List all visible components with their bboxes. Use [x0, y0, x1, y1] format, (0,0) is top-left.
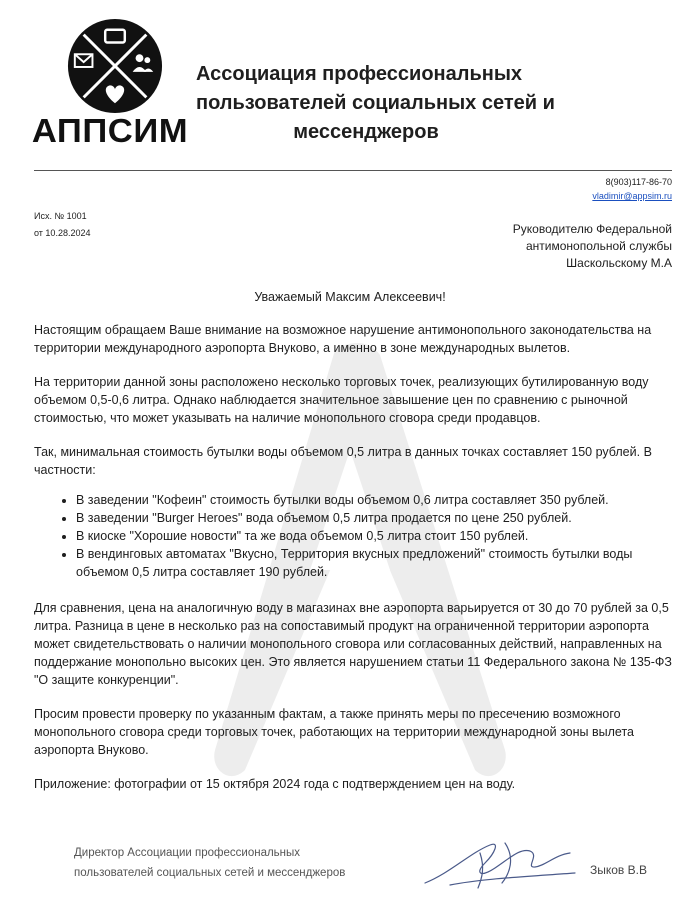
list-item: • В заведении "Кофеин" стоимость бутылки воды объемом 0,6 литра составляет 350 рублей.	[76, 491, 674, 509]
greeting: Уважаемый Максим Алексеевич!	[254, 290, 446, 304]
outgoing-reference	[34, 208, 90, 242]
price-list	[34, 491, 674, 581]
paragraph-5: Просим провести проверку по указанным фактам, а также принять меры по пресечению возможного монопольного сговора среди торговых точек, работающих на территории международной зоны вылета аэропорта Внуково.	[34, 707, 634, 757]
paragraph-2: На территории данной зоны расположено несколько торговых точек, реализующих бутилированную воду объемом 0,5-0,6 литра. Однако наблюдается значительное завышение цен по сравнению с рыночной стоимостью, что может указывать на наличие монопольного сговора среди продавцов.	[34, 375, 649, 425]
logo-wordmark: АППСИМ	[31, 112, 189, 149]
addressee-line3: Шаскольскому М.А	[566, 256, 672, 270]
handwritten-signature	[420, 833, 580, 893]
paragraph-4: Для сравнения, цена на аналогичную воду в магазинах вне аэропорта варьируется от 30 до 70 рублей за 0,5 литра. Разница в цене в несколько раз на сопоставимый продукт на ограниченной территории аэропорта может свидетельствовать о наличии монопольного сговора или согласованных действий, направленных на поддержание монопольно высоких цен. Это является нарушением статьи 11 Федерального закона № 135-ФЗ "О защите конкуренции".	[34, 601, 672, 687]
paragraph-3: Так, минимальная стоимость бутылки воды объемом 0,5 литра в данных точках составляет 150 рублей. В частности:	[34, 445, 652, 477]
letter-body	[34, 321, 674, 809]
signatory-title-line1: Директор Ассоциации профессиональных	[74, 847, 301, 859]
contact-info	[592, 175, 672, 203]
addressee-line1: Руководителю Федеральной	[512, 222, 672, 236]
addressee-line2: антимонопольной службы	[525, 239, 672, 253]
logo-emblem	[66, 17, 164, 115]
list-item: • В заведении "Burger Heroes" вода объемом 0,5 литра продается по цене 250 рублей.	[76, 509, 674, 527]
organization-title	[196, 60, 616, 147]
outgoing-number: Исх. № 1001	[34, 211, 87, 221]
addressee-block	[513, 221, 672, 272]
signer-name: Зыков В.В	[590, 863, 647, 877]
contact-email-link[interactable]: vladimir@appsim.ru	[592, 191, 672, 201]
paragraph-6: Приложение: фотографии от 15 октября 2024 года с подтверждением цен на воду.	[34, 777, 516, 791]
signatory-title-line2: пользователей социальных сетей и мессенджеров	[74, 867, 346, 879]
org-title-line3: мессенджеров	[293, 121, 439, 143]
org-title-line1: Ассоциация профессиональных	[196, 63, 523, 85]
header-divider	[34, 170, 672, 171]
signatory-title	[74, 843, 345, 883]
paragraph-1: Настоящим обращаем Ваше внимание на возможное нарушение антимонопольного законодательства на территории международного аэропорта Внуково, а именно в зоне международных вылетов.	[34, 323, 652, 355]
contact-phone: 8(903)117-86-70	[605, 177, 672, 187]
list-item: • В вендинговых автоматах "Вкусно, Территория вкусных предложений" стоимость бутылки воды объемом 0,5 литра составляет 190 рублей.	[76, 545, 674, 581]
outgoing-date: от 10.28.2024	[34, 228, 91, 238]
org-title-line2: пользователей социальных сетей и	[196, 92, 555, 114]
list-item: • В киоске "Хорошие новости" та же вода объемом 0,5 литра стоит 150 рублей.	[76, 527, 674, 545]
